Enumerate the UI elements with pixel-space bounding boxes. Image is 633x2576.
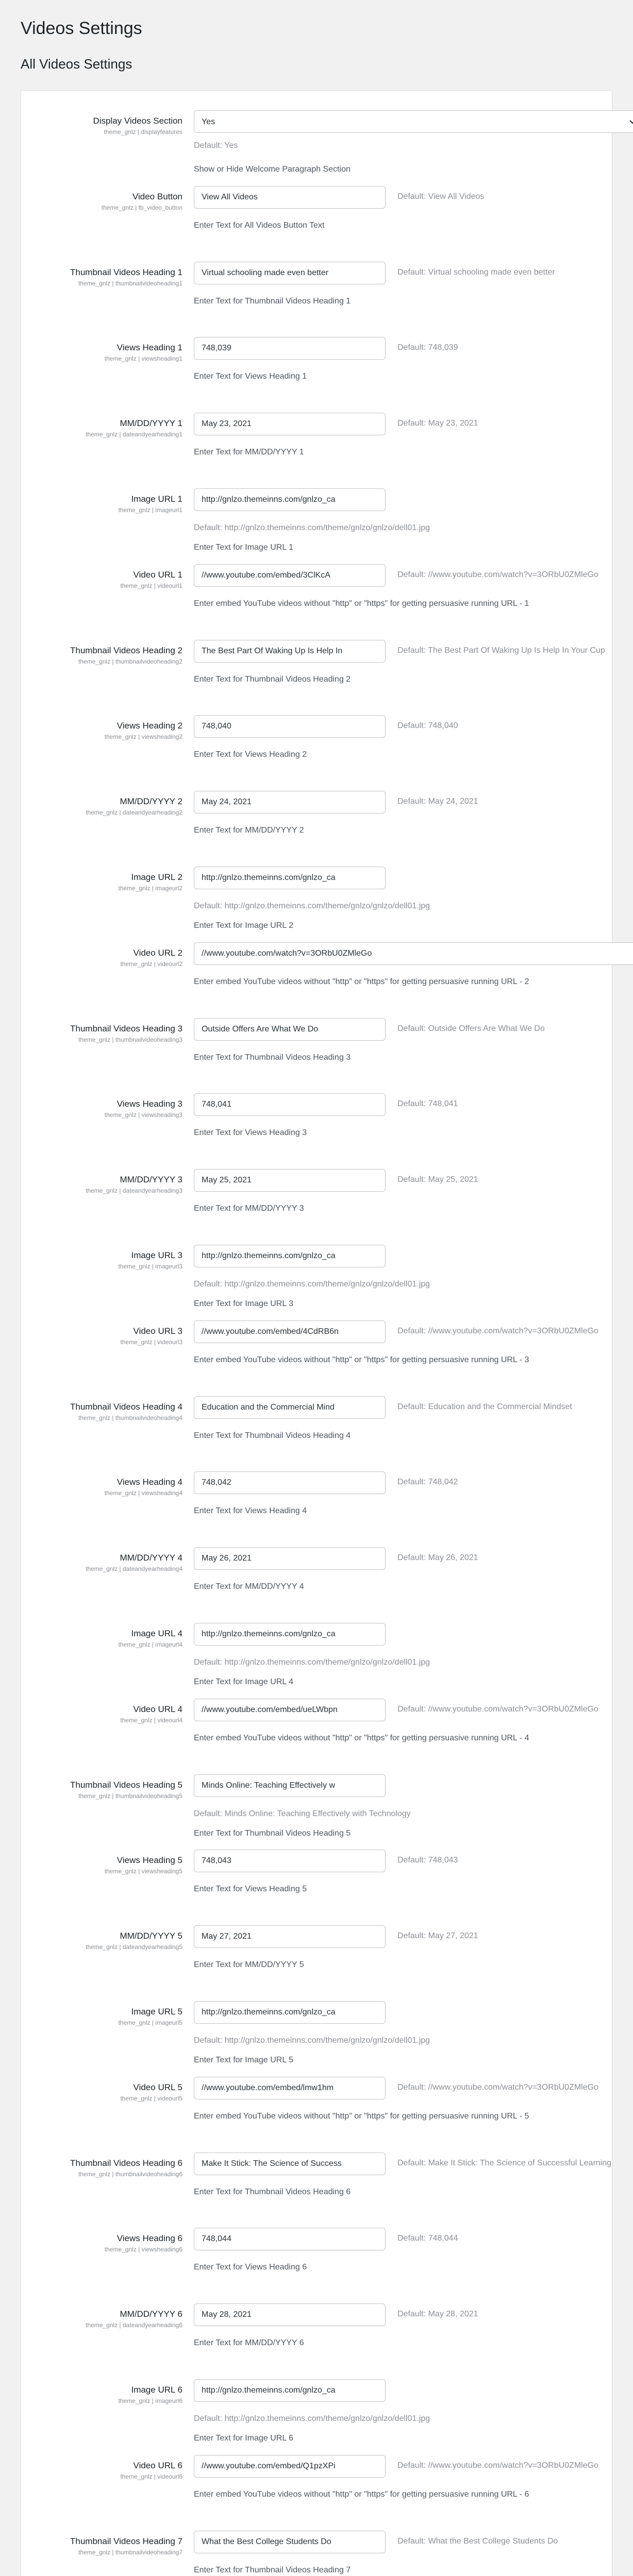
- setting-row: [21, 2450, 612, 2526]
- setting-label: Image URL 4: [131, 1628, 182, 1638]
- help-text: Enter Text for MM/DD/YYYY 6: [194, 2338, 304, 2348]
- setting-input[interactable]: [194, 2077, 386, 2099]
- setting-input[interactable]: [194, 1774, 386, 1797]
- default-value-text: Default: //www.youtube.com/watch?v=3ORbU0ZMleGo: [397, 570, 598, 579]
- setting-input[interactable]: [194, 2001, 386, 2024]
- setting-label: Thumbnail Videos Heading 7: [70, 2536, 182, 2546]
- help-text: Enter Text for Views Heading 6: [194, 2263, 307, 2272]
- setting-label-group: [28, 418, 182, 438]
- setting-label: Thumbnail Videos Heading 4: [70, 1401, 182, 1412]
- default-value-text: Default: What the Best College Students Do: [397, 2536, 558, 2546]
- setting-label: MM/DD/YYYY 2: [120, 796, 182, 807]
- setting-label-group: [28, 2006, 182, 2027]
- setting-label: MM/DD/YYYY 1: [120, 418, 182, 429]
- help-text: Enter Text for Views Heading 1: [194, 372, 307, 381]
- setting-label-group: [28, 1628, 182, 1649]
- setting-input[interactable]: [194, 640, 386, 663]
- setting-input[interactable]: [194, 488, 386, 511]
- page-header: [0, 0, 633, 74]
- help-text: Show or Hide Welcome Paragraph Section: [194, 165, 351, 174]
- setting-row: [21, 1693, 612, 1769]
- setting-row: [21, 2526, 612, 2576]
- default-value-text: Default: Virtual schooling made even better: [397, 267, 555, 277]
- setting-label-group: [28, 2309, 182, 2329]
- setting-label: Video URL 2: [133, 947, 182, 958]
- setting-input[interactable]: [194, 867, 386, 889]
- settings-panel: [21, 90, 612, 2576]
- setting-row: [21, 559, 612, 635]
- setting-key: theme_gnlz | thumbnailvideoheading1: [78, 279, 182, 287]
- setting-row: [21, 105, 612, 181]
- default-value-text: Default: 748,043: [397, 1856, 458, 1865]
- setting-row: [21, 1391, 612, 1467]
- default-value-text: Default: Education and the Commercial Mindset: [397, 1402, 572, 1411]
- setting-key: theme_gnlz | dateandyearheading6: [86, 2321, 182, 2329]
- setting-input[interactable]: [194, 1699, 386, 1721]
- help-text: Enter embed YouTube videos without "http" or "https" for getting persuasive running URL - 5: [194, 2111, 529, 2121]
- setting-key: theme_gnlz | dateandyearheading2: [86, 809, 182, 817]
- help-text: Enter Text for Views Heading 5: [194, 1885, 307, 1894]
- help-text: Enter Text for Image URL 2: [194, 921, 293, 930]
- default-value-text: Default: 748,041: [397, 1099, 458, 1109]
- setting-row: [21, 1315, 612, 1391]
- setting-input[interactable]: [194, 1547, 386, 1570]
- setting-label-group: [28, 2082, 182, 2103]
- setting-input[interactable]: [194, 2379, 386, 2402]
- setting-row: [21, 2374, 612, 2450]
- setting-row: [21, 257, 612, 332]
- setting-label-group: [28, 720, 182, 741]
- setting-label: Image URL 1: [131, 494, 182, 504]
- setting-row: [21, 1769, 612, 1845]
- help-text: Enter embed YouTube videos without "http" or "https" for getting persuasive running URL - 2: [194, 977, 529, 986]
- setting-input[interactable]: [194, 1320, 386, 1343]
- setting-label: Video URL 1: [133, 569, 182, 580]
- setting-label-group: [28, 1855, 182, 1875]
- setting-key: theme_gnlz | viewsheading6: [104, 2246, 182, 2253]
- default-value-text: Default: May 25, 2021: [397, 1175, 478, 1184]
- setting-key: theme_gnlz | imageurl3: [118, 1262, 182, 1270]
- setting-key: theme_gnlz | viewsheading3: [104, 1111, 182, 1119]
- default-value-text: Default: Yes: [194, 141, 238, 150]
- help-text: Enter Text for Thumbnail Videos Heading 2: [194, 674, 351, 684]
- setting-label-group: [28, 1174, 182, 1195]
- setting-label: Thumbnail Videos Heading 6: [70, 2158, 182, 2168]
- setting-label-group: [28, 947, 182, 968]
- setting-label-group: [28, 2536, 182, 2556]
- setting-label-group: [28, 115, 182, 136]
- help-text: Enter Text for Image URL 4: [194, 1677, 293, 1686]
- setting-input[interactable]: [194, 1471, 386, 1494]
- setting-key: theme_gnlz | fb_video_button: [101, 204, 182, 211]
- setting-label: Video URL 4: [133, 1704, 182, 1714]
- setting-label: MM/DD/YYYY 4: [120, 1553, 182, 1563]
- setting-input[interactable]: [194, 337, 386, 360]
- setting-label-group: [28, 796, 182, 817]
- help-text: Enter embed YouTube videos without "http" or "https" for getting persuasive running URL - 3: [194, 1355, 529, 1364]
- help-text: Enter Text for Thumbnail Videos Heading 6: [194, 2187, 351, 2196]
- setting-label: Thumbnail Videos Heading 1: [70, 267, 182, 277]
- default-value-text: Default: May 23, 2021: [397, 419, 478, 428]
- setting-row: [21, 1618, 612, 1693]
- default-value-text: Default: Outside Offers Are What We Do: [397, 1024, 545, 1033]
- setting-input[interactable]: [194, 413, 386, 435]
- default-value-text: Default: http://gnlzo.themeinns.com/theme/gnlzo/gnlzo/dell01.jpg: [194, 1657, 430, 1667]
- setting-label: Video URL 6: [133, 2460, 182, 2470]
- setting-label: Image URL 5: [131, 2006, 182, 2016]
- section-title: All Videos Settings: [21, 56, 132, 72]
- help-text: Enter Text for MM/DD/YYYY 2: [194, 826, 304, 835]
- setting-row: [21, 332, 612, 408]
- setting-row: [21, 2223, 612, 2298]
- setting-input[interactable]: [194, 2455, 386, 2478]
- setting-row: [21, 2147, 612, 2223]
- setting-label-group: [28, 1250, 182, 1270]
- setting-label-group: [28, 1098, 182, 1119]
- setting-input[interactable]: [194, 262, 386, 284]
- setting-input[interactable]: [194, 1396, 386, 1419]
- setting-row: [21, 635, 612, 710]
- setting-label-group: [28, 569, 182, 590]
- help-text: Enter Text for Image URL 6: [194, 2433, 293, 2443]
- setting-row: [21, 1920, 612, 1996]
- setting-input[interactable]: [194, 1925, 386, 1948]
- setting-key: theme_gnlz | videourl5: [120, 2094, 182, 2102]
- help-text: Enter Text for Image URL 3: [194, 1299, 293, 1308]
- help-text: Enter Text for MM/DD/YYYY 5: [194, 1960, 304, 1970]
- setting-label: Views Heading 5: [116, 1855, 182, 1866]
- setting-key: theme_gnlz | thumbnailvideoheading3: [78, 1036, 182, 1043]
- setting-label-group: [28, 2384, 182, 2405]
- default-value-text: Default: http://gnlzo.themeinns.com/theme/gnlzo/gnlzo/dell01.jpg: [194, 1279, 430, 1289]
- help-text: Enter Text for MM/DD/YYYY 3: [194, 1204, 304, 1213]
- page-title: Videos Settings: [21, 19, 142, 38]
- setting-key: theme_gnlz | videourl1: [120, 582, 182, 589]
- setting-key: theme_gnlz | dateandyearheading5: [86, 1943, 182, 1951]
- setting-label-group: [28, 494, 182, 514]
- setting-key: theme_gnlz | imageurl1: [118, 506, 182, 514]
- setting-label: Video URL 3: [133, 1326, 182, 1336]
- default-value-text: Default: The Best Part Of Waking Up Is Help In Your Cup: [397, 646, 605, 655]
- setting-key: theme_gnlz | viewsheading2: [104, 733, 182, 741]
- setting-label-group: [28, 1552, 182, 1573]
- help-text: Enter Text for Views Heading 3: [194, 1128, 307, 1138]
- setting-input[interactable]: [194, 715, 386, 738]
- setting-key: theme_gnlz | imageurl5: [118, 2019, 182, 2026]
- default-value-text: Default: //www.youtube.com/watch?v=3ORbU0ZMleGo: [397, 2461, 598, 2470]
- help-text: Enter Text for MM/DD/YYYY 4: [194, 1582, 304, 1591]
- setting-label-group: [28, 872, 182, 892]
- setting-key: theme_gnlz | videourl4: [120, 1716, 182, 1724]
- setting-label: Image URL 6: [131, 2384, 182, 2395]
- default-value-text: Default: View All Videos: [397, 192, 485, 201]
- setting-key: theme_gnlz | dateandyearheading1: [86, 431, 182, 438]
- help-text: Enter Text for Image URL 1: [194, 543, 293, 552]
- help-text: Enter embed YouTube videos without "http" or "https" for getting persuasive running URL - 4: [194, 1733, 529, 1742]
- default-value-text: Default: //www.youtube.com/watch?v=3ORbU0ZMleGo: [397, 2082, 598, 2092]
- setting-row: [21, 2072, 612, 2147]
- help-text: Enter Text for Thumbnail Videos Heading 3: [194, 1053, 351, 1062]
- default-value-text: Default: Make It Stick: The Science of Successful Learning: [397, 2158, 612, 2167]
- setting-input[interactable]: [194, 1018, 386, 1041]
- default-value-text: Default: May 28, 2021: [397, 2310, 478, 2319]
- setting-label: MM/DD/YYYY 5: [120, 1931, 182, 1941]
- setting-key: theme_gnlz | videourl3: [120, 1338, 182, 1346]
- help-text: Enter embed YouTube videos without "http" or "https" for getting persuasive running URL - 1: [194, 599, 529, 608]
- setting-key: theme_gnlz | dateandyearheading4: [86, 1565, 182, 1573]
- setting-key: theme_gnlz | viewsheading1: [104, 355, 182, 363]
- setting-input[interactable]: [194, 942, 633, 965]
- setting-input[interactable]: [194, 791, 386, 814]
- setting-label: Image URL 3: [131, 1250, 182, 1260]
- setting-key: theme_gnlz | imageurl2: [118, 884, 182, 892]
- setting-row: [21, 1164, 612, 1240]
- setting-key: theme_gnlz | dateandyearheading3: [86, 1187, 182, 1195]
- help-text: Enter Text for Image URL 5: [194, 2055, 293, 2064]
- setting-row: [21, 1996, 612, 2072]
- default-value-text: Default: 748,042: [397, 1478, 458, 1487]
- setting-row: [21, 937, 612, 1013]
- setting-label-group: [28, 2460, 182, 2481]
- setting-key: theme_gnlz | imageurl6: [118, 2397, 182, 2404]
- setting-label: Thumbnail Videos Heading 2: [70, 645, 182, 655]
- default-value-text: Default: http://gnlzo.themeinns.com/theme/gnlzo/gnlzo/dell01.jpg: [194, 901, 430, 910]
- setting-label-group: [28, 191, 182, 212]
- setting-row: [21, 861, 612, 937]
- help-text: Enter Text for Thumbnail Videos Heading 7: [194, 2565, 351, 2574]
- setting-label: Display Videos Section: [93, 116, 182, 126]
- setting-row: [21, 408, 612, 483]
- setting-key: theme_gnlz | thumbnailvideoheading5: [78, 1792, 182, 1800]
- setting-label-group: [28, 645, 182, 666]
- help-text: Enter embed YouTube videos without "http" or "https" for getting persuasive running URL - 6: [194, 2489, 529, 2499]
- setting-label-group: [28, 1704, 182, 1724]
- setting-label: Views Heading 4: [116, 1477, 182, 1487]
- setting-key: theme_gnlz | thumbnailvideoheading7: [78, 2548, 182, 2556]
- setting-row: [21, 1013, 612, 1089]
- default-value-text: Default: http://gnlzo.themeinns.com/theme/gnlzo/gnlzo/dell01.jpg: [194, 2036, 430, 2045]
- setting-label: Image URL 2: [131, 872, 182, 882]
- setting-key: theme_gnlz | videourl2: [120, 960, 182, 968]
- setting-label: Video Button: [132, 191, 182, 201]
- setting-label-group: [28, 2233, 182, 2253]
- default-value-text: Default: 748,044: [397, 2234, 458, 2243]
- setting-input[interactable]: [194, 2303, 386, 2326]
- setting-label-group: [28, 1780, 182, 1800]
- setting-label: MM/DD/YYYY 6: [120, 2309, 182, 2319]
- default-value-text: Default: //www.youtube.com/watch?v=3ORbU0ZMleGo: [397, 1704, 598, 1714]
- help-text: Enter Text for All Videos Button Text: [194, 221, 325, 230]
- default-value-text: Default: May 27, 2021: [397, 1931, 478, 1941]
- setting-key: theme_gnlz | videourl6: [120, 2472, 182, 2480]
- setting-row: [21, 786, 612, 861]
- setting-label: Views Heading 2: [116, 721, 182, 731]
- setting-label: Views Heading 3: [116, 1099, 182, 1109]
- setting-input[interactable]: [194, 1169, 386, 1192]
- setting-key: theme_gnlz | imageurl4: [118, 1640, 182, 1648]
- setting-row: [21, 483, 612, 559]
- default-value-text: Default: Minds Online: Teaching Effectively with Technology: [194, 1809, 411, 1818]
- setting-input[interactable]: [194, 2531, 386, 2553]
- setting-input[interactable]: [194, 564, 386, 587]
- setting-input[interactable]: [194, 1093, 386, 1116]
- setting-row: [21, 1088, 612, 1164]
- setting-label-group: [28, 1326, 182, 1346]
- setting-row: [21, 1466, 612, 1542]
- setting-row: [21, 1240, 612, 1315]
- default-value-text: Default: May 26, 2021: [397, 1553, 478, 1563]
- setting-key: theme_gnlz | viewsheading5: [104, 1868, 182, 1875]
- default-value-text: Default: http://gnlzo.themeinns.com/theme/gnlzo/gnlzo/dell01.jpg: [194, 2414, 430, 2423]
- setting-input[interactable]: [194, 1623, 386, 1646]
- setting-row: [21, 1844, 612, 1920]
- help-text: Enter Text for MM/DD/YYYY 1: [194, 448, 304, 457]
- setting-label: Video URL 5: [133, 2082, 182, 2092]
- display-videos-select[interactable]: [194, 110, 633, 133]
- default-value-text: Default: May 24, 2021: [397, 797, 478, 806]
- setting-input[interactable]: [194, 1245, 386, 1267]
- setting-key: theme_gnlz | thumbnailvideoheading2: [78, 657, 182, 665]
- setting-label: Views Heading 1: [116, 343, 182, 353]
- setting-label: MM/DD/YYYY 3: [120, 1175, 182, 1185]
- help-text: Enter Text for Thumbnail Videos Heading 1: [194, 296, 351, 306]
- default-value-text: Default: 748,040: [397, 721, 458, 731]
- help-text: Enter Text for Views Heading 4: [194, 1506, 307, 1516]
- setting-label: Thumbnail Videos Heading 5: [70, 1780, 182, 1790]
- setting-input[interactable]: [194, 2228, 386, 2250]
- setting-input[interactable]: [194, 186, 386, 209]
- setting-row: [21, 181, 612, 257]
- setting-label-group: [28, 1023, 182, 1044]
- default-value-text: Default: //www.youtube.com/watch?v=3ORbU0ZMleGo: [397, 1326, 598, 1335]
- setting-label-group: [28, 2158, 182, 2178]
- default-value-text: Default: http://gnlzo.themeinns.com/theme/gnlzo/gnlzo/dell01.jpg: [194, 523, 430, 532]
- setting-input[interactable]: [194, 2153, 386, 2175]
- setting-input[interactable]: [194, 1850, 386, 1872]
- setting-key: theme_gnlz | viewsheading4: [104, 1489, 182, 1497]
- settings-rows: [21, 105, 612, 2576]
- setting-row: [21, 1542, 612, 1618]
- setting-key: theme_gnlz | displayfeatures: [104, 128, 182, 135]
- setting-key: theme_gnlz | thumbnailvideoheading4: [78, 1414, 182, 1421]
- help-text: Enter Text for Thumbnail Videos Heading 5: [194, 1828, 351, 1838]
- setting-label-group: [28, 1930, 182, 1951]
- setting-key: theme_gnlz | thumbnailvideoheading6: [78, 2170, 182, 2178]
- setting-label-group: [28, 1401, 182, 1422]
- setting-row: [21, 710, 612, 786]
- setting-label-group: [28, 342, 182, 363]
- setting-label: Thumbnail Videos Heading 3: [70, 1023, 182, 1033]
- setting-label-group: [28, 267, 182, 287]
- setting-label-group: [28, 1477, 182, 1497]
- setting-row: [21, 2298, 612, 2374]
- help-text: Enter Text for Thumbnail Videos Heading 4: [194, 1431, 351, 1440]
- help-text: Enter Text for Views Heading 2: [194, 750, 307, 759]
- setting-label: Views Heading 6: [116, 2233, 182, 2244]
- default-value-text: Default: 748,039: [397, 343, 458, 352]
